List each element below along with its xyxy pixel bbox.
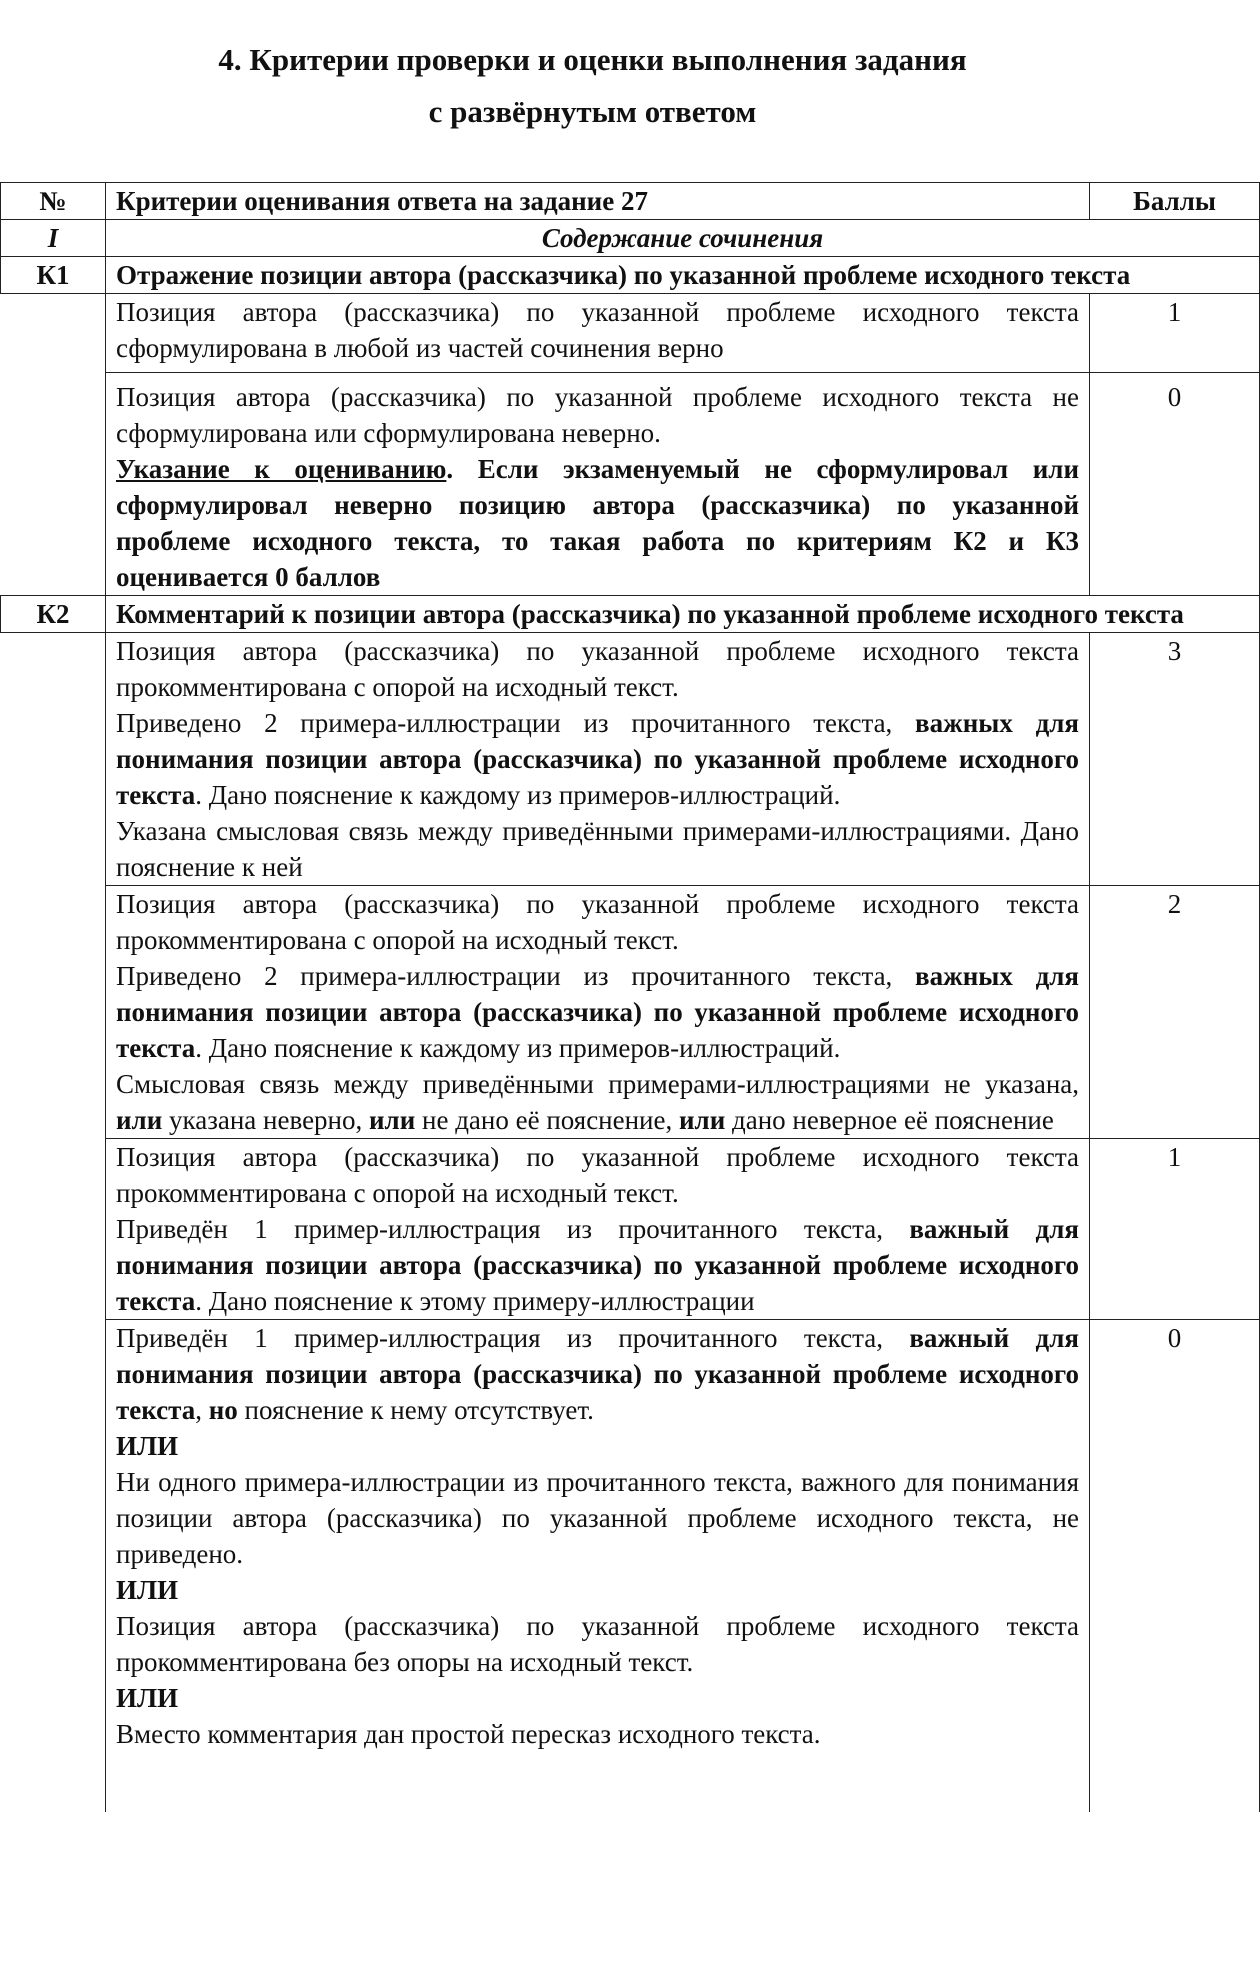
k2-code: К2 xyxy=(1,596,106,633)
k2-row-2-p3b: указана неверно, xyxy=(162,1105,369,1135)
k2-title: Комментарий к позиции автора (рассказчика) по указанной проблеме исходного текста xyxy=(106,596,1260,633)
k2-row-3-points: 3 xyxy=(1090,633,1260,886)
k1-row-2-desc: Позиция автора (рассказчика) по указанной проблеме исходного текста не сформулирована или сформулирована неверно. xyxy=(116,382,1079,448)
k2-row-2-p3c: не дано её пояснение, xyxy=(415,1105,679,1135)
note-label: Указание к оцениванию xyxy=(116,454,447,484)
k2-row-2-p3d: дано неверное её пояснение xyxy=(725,1105,1054,1135)
k2-row-0-p1b: важный для понимания позиции автора (рассказчика) по указанной проблеме исходного текста xyxy=(116,1323,1079,1425)
k2-row-0-points: 0 xyxy=(1090,1320,1260,1813)
criteria-table xyxy=(0,182,1260,1812)
k2-row-1-p2c: . Дано пояснение к этому примеру-иллюстрации xyxy=(195,1286,755,1316)
section-label: Содержание сочинения xyxy=(106,220,1260,257)
k2-row-3-p1: Позиция автора (рассказчика) по указанной проблеме исходного текста прокомментирована с опорой на исходный текст. xyxy=(116,636,1079,702)
k2-row-3-p3: Указана смысловая связь между приведёнными примерами-иллюстрациями. Дано пояснение к ней xyxy=(116,816,1079,882)
or-separator: ИЛИ xyxy=(116,1683,179,1713)
k2-row-1-points: 1 xyxy=(1090,1139,1260,1320)
k1-row-1-text: Позиция автора (рассказчика) по указанной проблеме исходного текста сформулирована в любой из частей сочинения верно xyxy=(106,294,1090,373)
table-row xyxy=(1,886,1260,1139)
title-line-1: 4. Критерии проверки и оценки выполнения задания xyxy=(218,42,967,77)
header-points: Баллы xyxy=(1090,183,1260,220)
k2-row-0-p1a: Приведён 1 пример-иллюстрация из прочитанного текста, xyxy=(116,1323,910,1353)
k2-row-2-p2a: Приведено 2 примера-иллюстрации из прочитанного текста, xyxy=(116,961,916,991)
k2-row-0-p1d: но xyxy=(208,1395,238,1425)
table-row xyxy=(1,633,1260,886)
k2-row-3-text xyxy=(106,633,1090,886)
or-separator: ИЛИ xyxy=(116,1431,179,1461)
k1-title: Отражение позиции автора (рассказчика) по указанной проблеме исходного текста xyxy=(106,257,1260,294)
k2-row-1-p1: Позиция автора (рассказчика) по указанной проблеме исходного текста прокомментирована с опорой на исходный текст. xyxy=(116,1142,1079,1208)
k2-row-2-p2c: . Дано пояснение к каждому из примеров-иллюстраций. xyxy=(195,1033,841,1063)
k2-row-0-p1e: пояснение к нему отсутствует. xyxy=(237,1395,594,1425)
or-word: или xyxy=(679,1105,726,1135)
k2-row-0-p4: Вместо комментария дан простой пересказ исходного текста. xyxy=(116,1719,821,1749)
section-row xyxy=(1,220,1260,257)
k1-row-2-points: 0 xyxy=(1090,373,1260,596)
k1-row-1-points: 1 xyxy=(1090,294,1260,373)
k2-row-0-p3: Позиция автора (рассказчика) по указанной проблеме исходного текста прокомментирована без опоры на исходный текст. xyxy=(116,1611,1079,1677)
empty-cell xyxy=(1,294,106,596)
table-header-row xyxy=(1,183,1260,220)
table-row xyxy=(1,1139,1260,1320)
header-num: № xyxy=(1,183,106,220)
table-row xyxy=(1,1320,1260,1813)
k2-row-0-p2: Ни одного примера-иллюстрации из прочитанного текста, важного для понимания позиции автора (рассказчика) по указанной проблеме исходного текста, не приведено. xyxy=(116,1467,1079,1569)
k1-code: К1 xyxy=(1,257,106,294)
or-separator: ИЛИ xyxy=(116,1575,179,1605)
table-row xyxy=(1,373,1260,596)
k2-row-0-text xyxy=(106,1320,1090,1813)
k2-row-3-p2b: важных для понимания позиции автора (рассказчика) по указанной проблеме исходного текста xyxy=(116,708,1079,810)
k2-row-2-text xyxy=(106,886,1090,1139)
or-word: или xyxy=(116,1105,163,1135)
page-title xyxy=(0,34,1185,138)
k2-row-3-p2a: Приведено 2 примера-иллюстрации из прочитанного текста, xyxy=(116,708,916,738)
title-line-2: с развёрнутым ответом xyxy=(428,94,757,129)
k2-row-2-p2b: важных для понимания позиции автора (рассказчика) по указанной проблеме исходного текста xyxy=(116,961,1079,1063)
k1-title-row xyxy=(1,257,1260,294)
header-criteria: Критерии оценивания ответа на задание 27 xyxy=(106,183,1090,220)
table-row xyxy=(1,294,1260,373)
k2-title-row xyxy=(1,596,1260,633)
k2-row-1-p2b: важный для понимания позиции автора (рассказчика) по указанной проблеме исходного текста xyxy=(116,1214,1079,1316)
k2-row-2-p1: Позиция автора (рассказчика) по указанной проблеме исходного текста прокомментирована с опорой на исходный текст. xyxy=(116,889,1079,955)
k1-row-2-text xyxy=(106,373,1090,596)
k2-row-2-p3a: Смысловая связь между приведёнными примерами-иллюстрациями не указана, xyxy=(116,1069,1079,1099)
k2-row-0-p1c: , xyxy=(195,1395,209,1425)
note-text: . Если экзаменуемый не сформулировал или сформулировал неверно позицию автора (рассказчика) по указанной проблеме исходного текста, то такая работа по критериям К2 и К3 оценивается 0 баллов xyxy=(116,454,1080,592)
empty-cell xyxy=(1,633,106,1813)
or-word: или xyxy=(369,1105,416,1135)
section-num: I xyxy=(1,220,106,257)
k2-row-3-p2c: . Дано пояснение к каждому из примеров-иллюстраций. xyxy=(195,780,841,810)
k2-row-2-points: 2 xyxy=(1090,886,1260,1139)
k2-row-1-p2a: Приведён 1 пример-иллюстрация из прочитанного текста, xyxy=(116,1214,910,1244)
k2-row-1-text xyxy=(106,1139,1090,1320)
